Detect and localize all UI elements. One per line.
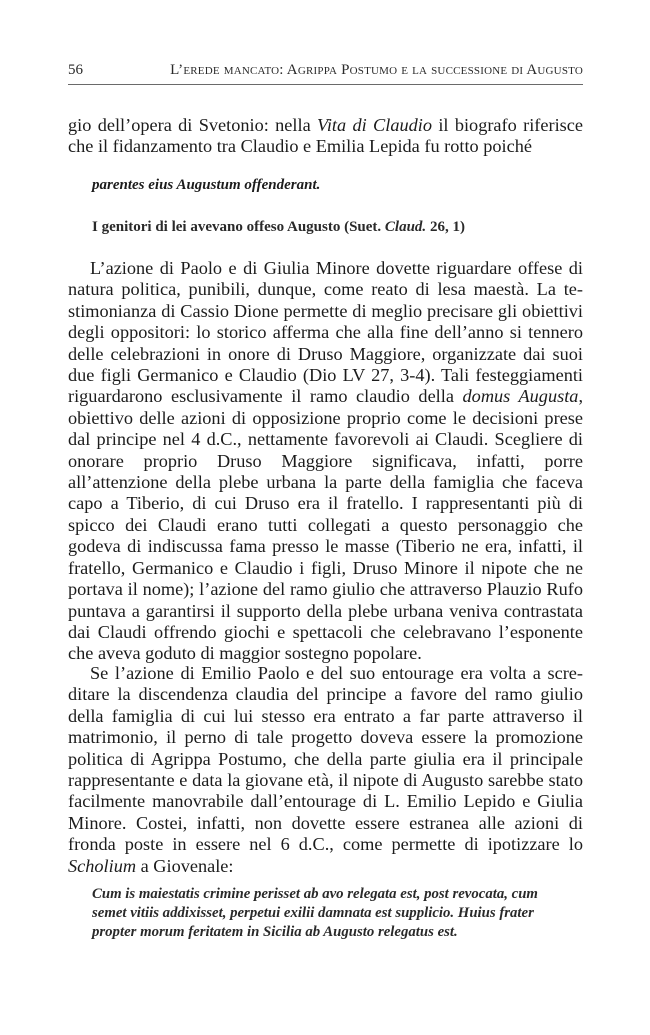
term-domus-augusta: domus Augusta <box>462 386 579 407</box>
citation-work: Claud. <box>384 219 427 235</box>
paragraph-2-text-1: Se l’azione di Emilio Paolo e del suo entourage era volta a screditare la discendenza claudia del principe a favore del ramo giulio della famiglia di cui lui stesso era entrato a far parte attraverso il matrimonio, il perno di tale progetto doveva essere la promozione politica di Agrippa Postumo, che della parte giulia era il principale rappresentante e data la giovane età, il nipote di Augusto sarebbe stato facilmente manovrabile dall’entourage di L. Emilio Lepido e Giulia Minore. Costei, infatti, non dovette essere estranea alle azioni di fronda poste in essere nel 6 d.C., come permette di ipotizzare lo <box>68 663 583 855</box>
latin-quotation: parentes eius Augustum offenderant. <box>92 177 321 193</box>
paragraph-1-text-1: L’azione di Paolo e di Giulia Minore dovette riguardare offese di natura politica, punibili, dunque, come reato di lesa maestà. La testimonianza di Cassio Dione permette di meglio precisare gli obiettivi degli oppositori: lo storico afferma che alla fine dell’anno si tennero delle celebrazioni in onore di Druso Maggiore, organizzate dai suoi due figli Germanico e Claudio (Dio LV 27, 3-4). Tali festeggiamenti riguardarono esclusivamente il ramo claudio della <box>68 258 583 407</box>
translation-text: I genitori di lei avevano offeso Augusto (Suet. <box>92 219 385 235</box>
term-scholium: Scholium <box>68 855 137 876</box>
paragraph-1-text-2: , obiettivo delle azioni di opposizione proprio come le decisioni prese dal principe nel 4 d.C., nettamente favorevoli ai Claudi. Scegliere di onorare proprio Druso Maggiore significava, infatti, porre all’attenzione della plebe urbana la parte della famiglia che faceva capo a Tiberio, di cui Druso era il fratello. I rappresentanti più di spicco dei Claudi erano tutti collegati a questo personaggio che godeva di indiscussa fama presso le masse (Tiberio ne era, infatti, il fratello, Germanico e Claudio i figli, Druso Minore il nipote che ne portava il nome); l’azione del ramo giulio che attraverso Plauzio Rufo puntava a garantirsi il supporto della plebe urbana veniva contrastata dai Claudi offrendo giochi e spettacoli che celebravano l’esponente che aveva goduto di maggior sostegno popolare. <box>68 386 584 664</box>
citation-location: 26, 1) <box>426 219 465 235</box>
paragraph-2-text-2: a Giovenale: <box>136 855 234 876</box>
work-title-vita-di-claudio: Vita di Claudio <box>317 115 432 135</box>
lead-text-1: gio dell’opera di Svetonio: nella <box>68 115 318 135</box>
running-title: L’erede mancato: Agrippa Postumo e la successione di Augusto <box>170 62 583 78</box>
lead-paragraph <box>68 115 583 158</box>
quotation-translation <box>92 219 465 236</box>
lead-text-2: il biografo riferisce che il fidanzamento tra Claudio e Emilia Lepida fu rotto poiché <box>68 115 583 157</box>
body-paragraph-1 <box>68 258 583 665</box>
body-paragraph-2 <box>68 663 583 877</box>
running-header <box>68 62 583 85</box>
scholium-quotation: Cum is maiestatis crimine perisset ab avo relegata est, post revocata, cum semet vitiis addixisset, perpetui exilii damnata est supplicio. Huius frater propter morum feritatem in Sicilia ab Augusto relegatus est. <box>92 886 538 941</box>
page-number: 56 <box>68 62 83 78</box>
